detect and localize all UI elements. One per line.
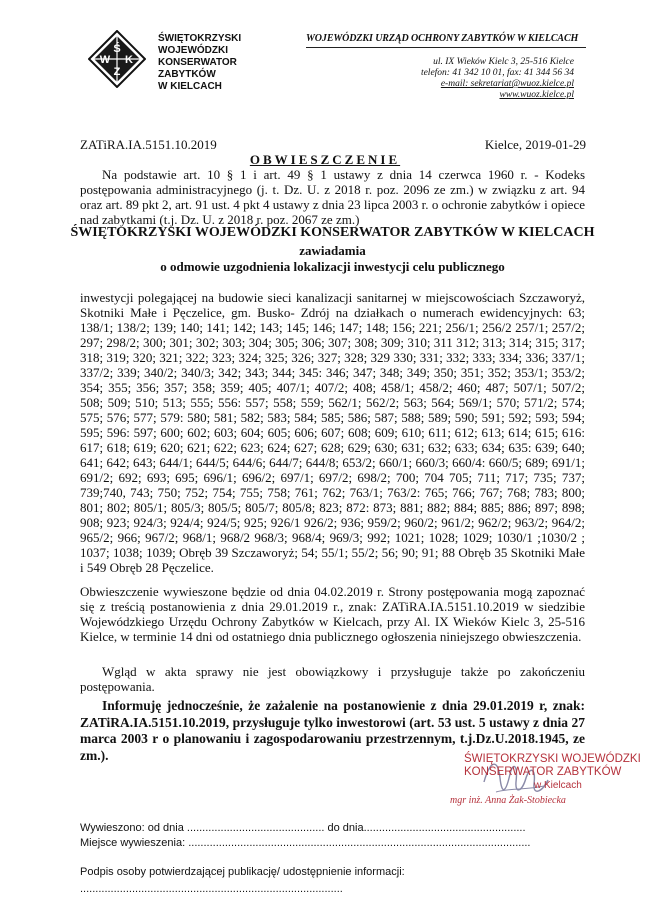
office-name: WOJEWÓDZKI URZĄD OCHRONY ZABYTKÓW W KIELCACH: [306, 33, 579, 44]
institution-line: WOJEWÓDZKI: [158, 45, 228, 56]
logo-letter-s: Ś: [113, 43, 121, 55]
institution-line: ZABYTKÓW: [158, 69, 216, 80]
email-link[interactable]: e-mail: sekretariat@wuoz.kielce.pl: [440, 79, 574, 89]
investment-description: [80, 290, 585, 575]
phone-fax: telefon: 41 342 10 01, fax: 41 344 56 34: [420, 68, 574, 78]
stamp-line: ŚWIĘTOKRZYSKI WOJEWÓDZKI: [464, 753, 641, 765]
contact-block: [421, 57, 574, 101]
legal-basis-text: Na podstawie art. 10 § 1 i art. 49 § 1 ustawy z dnia 14 czerwca 1960 r. - Kodeks postępowania administracyjnego (j. t. Dz. U. z 2018 r. poz. 2096 ze zm.) w związku z art. 94 oraz art. 89 pkt 2, art. 91 ust. 4 pkt 4 ustawy z dnia 23 lipca 2003 r. o ochronie zabytków i opiece nad zabytkami (t.j. Dz. U. z 2018 r. poz. 2067 ze zm.): [80, 167, 585, 227]
legal-basis: [80, 167, 585, 227]
office-address: ul. IX Wieków Kielc 3, 25-516 Kielce: [433, 57, 574, 67]
logo-letter-w: W: [99, 54, 111, 66]
institution-line: W KIELCACH: [158, 81, 222, 92]
posting-notice: [80, 584, 585, 644]
notice-subject: o odmowie uzgodnienia lokalizacji inwestycji celu publicznego: [160, 259, 505, 274]
logo-letter-z: Z: [113, 66, 121, 78]
conservator-logo: [88, 30, 146, 88]
inspection-text: Wgląd w akta sprawy nie jest obowiązkowy i przysługuje także po zakończeniu postępowania.: [80, 664, 585, 694]
document-date: Kielce, 2019-01-29: [484, 137, 586, 152]
logo-letter-k: K: [125, 54, 133, 66]
confirmation-label: Podpis osoby potwierdzającej publikację/ udostępnienie informacji:: [80, 866, 405, 878]
document-heading: OBWIESZCZENIE: [249, 152, 401, 167]
posting-text: Obwieszczenie wywieszone będzie od dnia 04.02.2019 r. Strony postępowania mogą zapoznać się z treścią postanowienia z dnia 29.01.2019 r., znak: ZATiRA.IA.5151.10.2019 w siedzibie Wojewódzkiego Urzędu Ochrony Zabytków w Kielcach, przy Al. IX Wieków Kielc 3, 25-516 Kielce, w terminie 14 dni od ostatniego dnia publicznego ogłoszenia niniejszego obwieszczenia.: [80, 584, 585, 644]
institution-line: ŚWIĘTOKRZYSKI: [158, 33, 242, 44]
inspection-notice: [80, 664, 585, 694]
case-reference: ZATiRA.IA.5151.10.2019: [80, 137, 217, 152]
official-stamp: [464, 753, 641, 792]
stamp-line: KONSERWATOR ZABYTKÓW: [464, 766, 622, 778]
institution-name: [158, 33, 241, 93]
authority-name: ŚWIĘTOKRZYSKI WOJEWÓDZKI KONSERWATOR ZABYTKÓW W KIELCACH: [70, 225, 595, 240]
header-divider: [306, 47, 586, 48]
appeal-text: Informuję jednocześnie, że zażalenie na postanowienie z dnia 29.01.2019 r, znak: ZATiRA.IA.5151.10.2019, przysługuje tylko inwestorowi (art. 53 ust. 5 ustawy z dnia 27 marca 2003 r o planowaniu i zagospodarowaniu przestrzennym, t.j.Dz.U.2018.1945, ze zm.).: [80, 698, 585, 763]
posting-place-line: Miejsce wywieszenia: ................................................................................................................: [80, 837, 531, 849]
institution-line: KONSERWATOR: [158, 57, 237, 68]
investment-text: inwestycji polegającej na budowie sieci kanalizacji sanitarnej w miejscowościach Szczaworyż, Skotniki Małe i Pęczelice, gm. Busko- Zdrój na działkach o numerach ewidencyjnych: 63; 138/1; 138/2; 139; 140; 141; 142; 143; 145; 146; 147; 148; 156; 221; 256/1; 256/2 257/1; 257/2; 297; 298/2; 300; 301; 302; 303; 304; 305; 306; 307; 308; 309; 310; 311 312; 313; 314; 315; 317; 318; 319; 320; 321; 322; 323; 324; 325; 326; 327; 328; 329 330; 331; 332; 333; 334; 336; 337/1; 337/2; 339; 340/2; 340/3; 342; 343; 344; 345: 346; 347; 348; 349; 350; 351; 352; 353/1; 353/2; 354; 355; 356; 357; 358; 359; 405; 407/1; 407/2; 408; 458/1; 458/2; 460; 487; 507/1; 507/2; 508; 509; 510; 513; 555; 556: 557; 558; 559; 562/1; 562/2; 563; 564; 569/1; 570; 571/2; 574; 575; 576; 577; 579: 580; 581; 582; 583; 584; 585; 586; 587; 588; 589; 590; 591; 592; 593; 594; 595; 596: 597; 600; 602; 603; 604; 605; 606; 607; 608; 609; 610; 611; 612; 613; 614; 615; 616: 617; 618; 619; 620; 621; 622; 623; 624; 627; 628; 629; 630; 631; 632; 633; 634; 635: 639; 640; 641; 642; 643; 644/1; 644/5; 644/6; 644/7; 644/8; 653/2; 660/1; 660/3; 660/4: 660/5; 689; 691/1; 691/2; 692; 693; 695; 696/1; 696/2; 697/1; 697/2; 698/2; 700; 704 705; 711; 717; 735; 737; 739;740, 743; 750; 752; 754; 755; 758; 761; 762; 763/1; 763/2: 765; 766; 767; 768; 783; 800; 801; 802; 805/1; 805/3; 805/5; 805/7; 805/8; 823; 872: 873; 881; 882; 884; 885; 886; 897; 898; 908; 923; 924/3; 924/4; 924/5; 925; 926/1 926/2; 936; 959/2; 960/2; 961/2; 962/2; 963/2; 964/2; 965/2; 966; 967/2; 968/1; 968/2 968/3; 968/4; 969/3; 992; 1021; 1028; 1029; 1030/1 ;1030/2 ; 1037; 1038; 1039; Obręb 39 Szczaworyż; 54; 55/1; 55/2; 56; 90; 91; 88 Obręb 35 Skotniki Małe i 549 Obręb 28 Pęczelice.: [80, 290, 585, 575]
signatory-name: mgr inż. Anna Żak-Stobiecka: [450, 795, 566, 806]
notifies-label: zawiadamia: [299, 243, 366, 258]
posted-dates-line: Wywieszono: od dnia ............................................. do dnia.....................................................: [80, 822, 526, 834]
website-link[interactable]: www.wuoz.kielce.pl: [499, 90, 574, 100]
stamp-line: w Kielcach: [534, 780, 582, 791]
confirmation-signature-line: ......................................................................................: [80, 883, 343, 895]
